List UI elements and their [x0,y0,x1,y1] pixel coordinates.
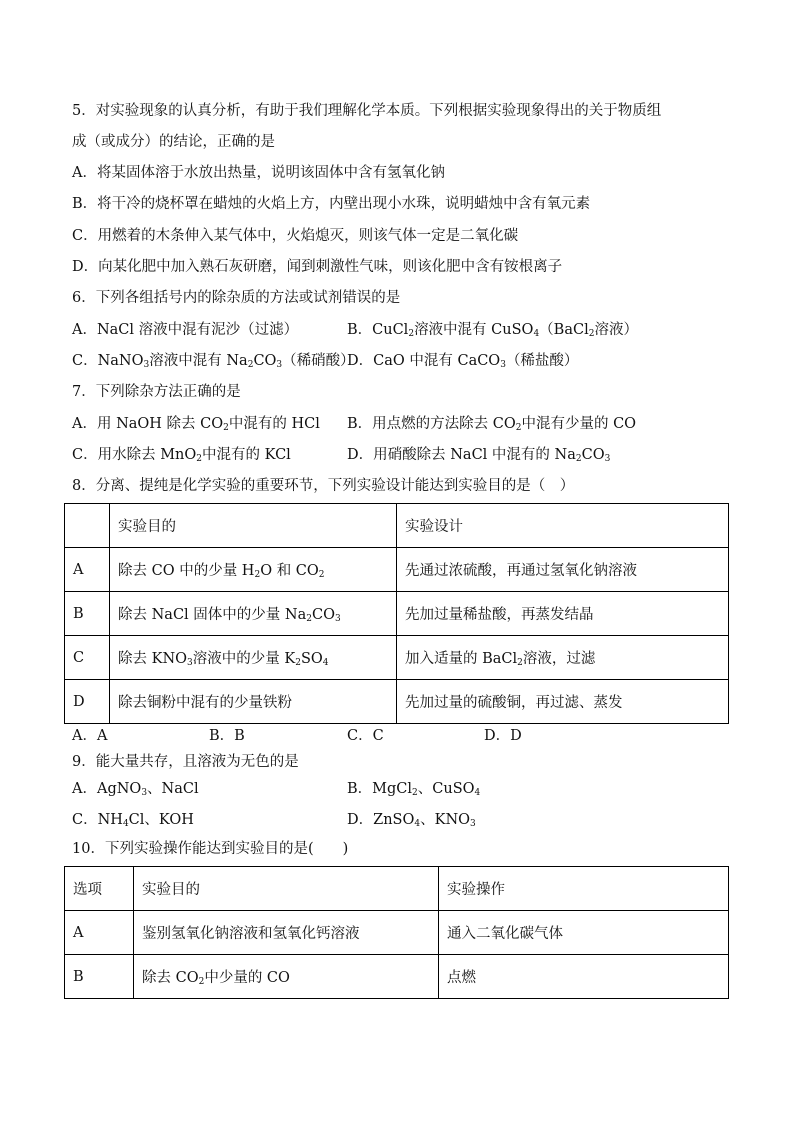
table-cell: A [65,911,134,955]
q9-stem: 9．能大量共存，且溶液为无色的是 [72,754,299,770]
table-cell: 先加过量稀盐酸，再蒸发结晶 [397,592,729,636]
q8-answer-a: A．A [72,728,108,744]
q9-option-c: C．$NH_4Cl$、KOH [72,812,194,829]
table-cell: 除去 $KNO_3$溶液中的少量 $K_2SO_4$ [110,636,397,680]
table-cell: 除去 NaCl 固体中的少量 $Na_2CO_3$ [110,592,397,636]
table-row [65,592,729,636]
q6-stem: 6．下列各组括号内的除杂质的方法或试剂错误的是 [72,290,401,306]
q6-option-c: C．NaNO$_3$溶液中混有 $Na_2CO_3$（稀硝酸） [72,353,355,370]
q5-option-a: A．将某固体溶于水放出热量，说明该固体中含有氢氧化钠 [72,165,445,181]
table-row [65,911,729,955]
q8-answer-b: B．B [209,728,245,744]
table-header-row [65,867,729,911]
table-cell: 实验操作 [439,867,729,911]
table-cell: 实验目的 [134,867,439,911]
table-cell: B [65,592,110,636]
q6-option-d: D．CaO 中混有 CaCO$_3$（稀盐酸） [347,353,579,370]
table-cell: 除去 $CO_2$中少量的 CO [134,955,439,999]
table-row [65,955,729,999]
q7-option-a: A．用 NaOH 除去 $CO_2$中混有的 HCl [72,416,320,433]
table-header-row [65,504,729,548]
table-row [65,680,729,724]
q8-answer-c: C．C [347,728,384,744]
table-row [65,548,729,592]
table-cell: 加入适量的 BaCl$_2$溶液，过滤 [397,636,729,680]
table-cell: 先加过量的硫酸铜，再过滤、蒸发 [397,680,729,724]
table-cell: 除去 CO 中的少量 $H_2O$ 和 $CO_2$ [110,548,397,592]
q6-option-b: B．CuCl$_2$溶液中混有 CuSO$_4$（BaCl$_2$溶液） [347,322,638,339]
q10-table [64,866,729,999]
q10-stem: 10．下列实验操作能达到实验目的是( ) [72,841,349,857]
q7-option-d: D．用硝酸除去 NaCl 中混有的 $Na_2CO_3$ [347,447,611,464]
table-cell: 实验目的 [110,504,397,548]
q8-table [64,503,729,724]
q6-option-a: A．NaCl 溶液中混有泥沙（过滤） [72,322,299,338]
table-cell: 点燃 [439,955,729,999]
q9-option-b: B．MgCl$_2$、CuSO$_4$ [347,781,481,798]
q5-option-c: C．用燃着的木条伸入某气体中，火焰熄灭，则该气体一定是二氧化碳 [72,228,519,244]
table-cell: B [65,955,134,999]
q7-option-b: B．用点燃的方法除去 $CO_2$中混有少量的 CO [347,416,637,433]
q9-option-d: D．ZnSO$_4$、$KNO_3$ [347,812,476,829]
q9-option-a: A．AgNO$_3$、NaCl [72,781,199,798]
table-cell: C [65,636,110,680]
q5-option-b: B．将干冷的烧杯罩在蜡烛的火焰上方，内壁出现小水珠，说明蜡烛中含有氧元素 [72,196,591,212]
q5-stem-line1: 5．对实验现象的认真分析，有助于我们理解化学本质。下列根据实验现象得出的关于物质组 [72,103,662,119]
table-cell [65,504,110,548]
table-cell: 通入二氧化碳气体 [439,911,729,955]
table-cell: 选项 [65,867,134,911]
table-cell: 鉴别氢氧化钠溶液和氢氧化钙溶液 [134,911,439,955]
q7-stem: 7．下列除杂方法正确的是 [72,384,241,400]
q8-answer-d: D．D [484,728,522,744]
table-cell: 实验设计 [397,504,729,548]
q8-stem: 8．分离、提纯是化学实验的重要环节，下列实验设计能达到实验目的是（ ） [72,478,575,494]
q5-stem-line2: 成（或成分）的结论，正确的是 [72,134,275,150]
table-cell: 先通过浓硫酸，再通过氢氧化钠溶液 [397,548,729,592]
table-cell: D [65,680,110,724]
table-cell: A [65,548,110,592]
q7-option-c: C．用水除去 MnO$_2$中混有的 KCl [72,447,291,464]
table-cell: 除去铜粉中混有的少量铁粉 [110,680,397,724]
table-row [65,636,729,680]
q5-option-d: D．向某化肥中加入熟石灰研磨，闻到刺激性气味，则该化肥中含有铵根离子 [72,259,563,275]
